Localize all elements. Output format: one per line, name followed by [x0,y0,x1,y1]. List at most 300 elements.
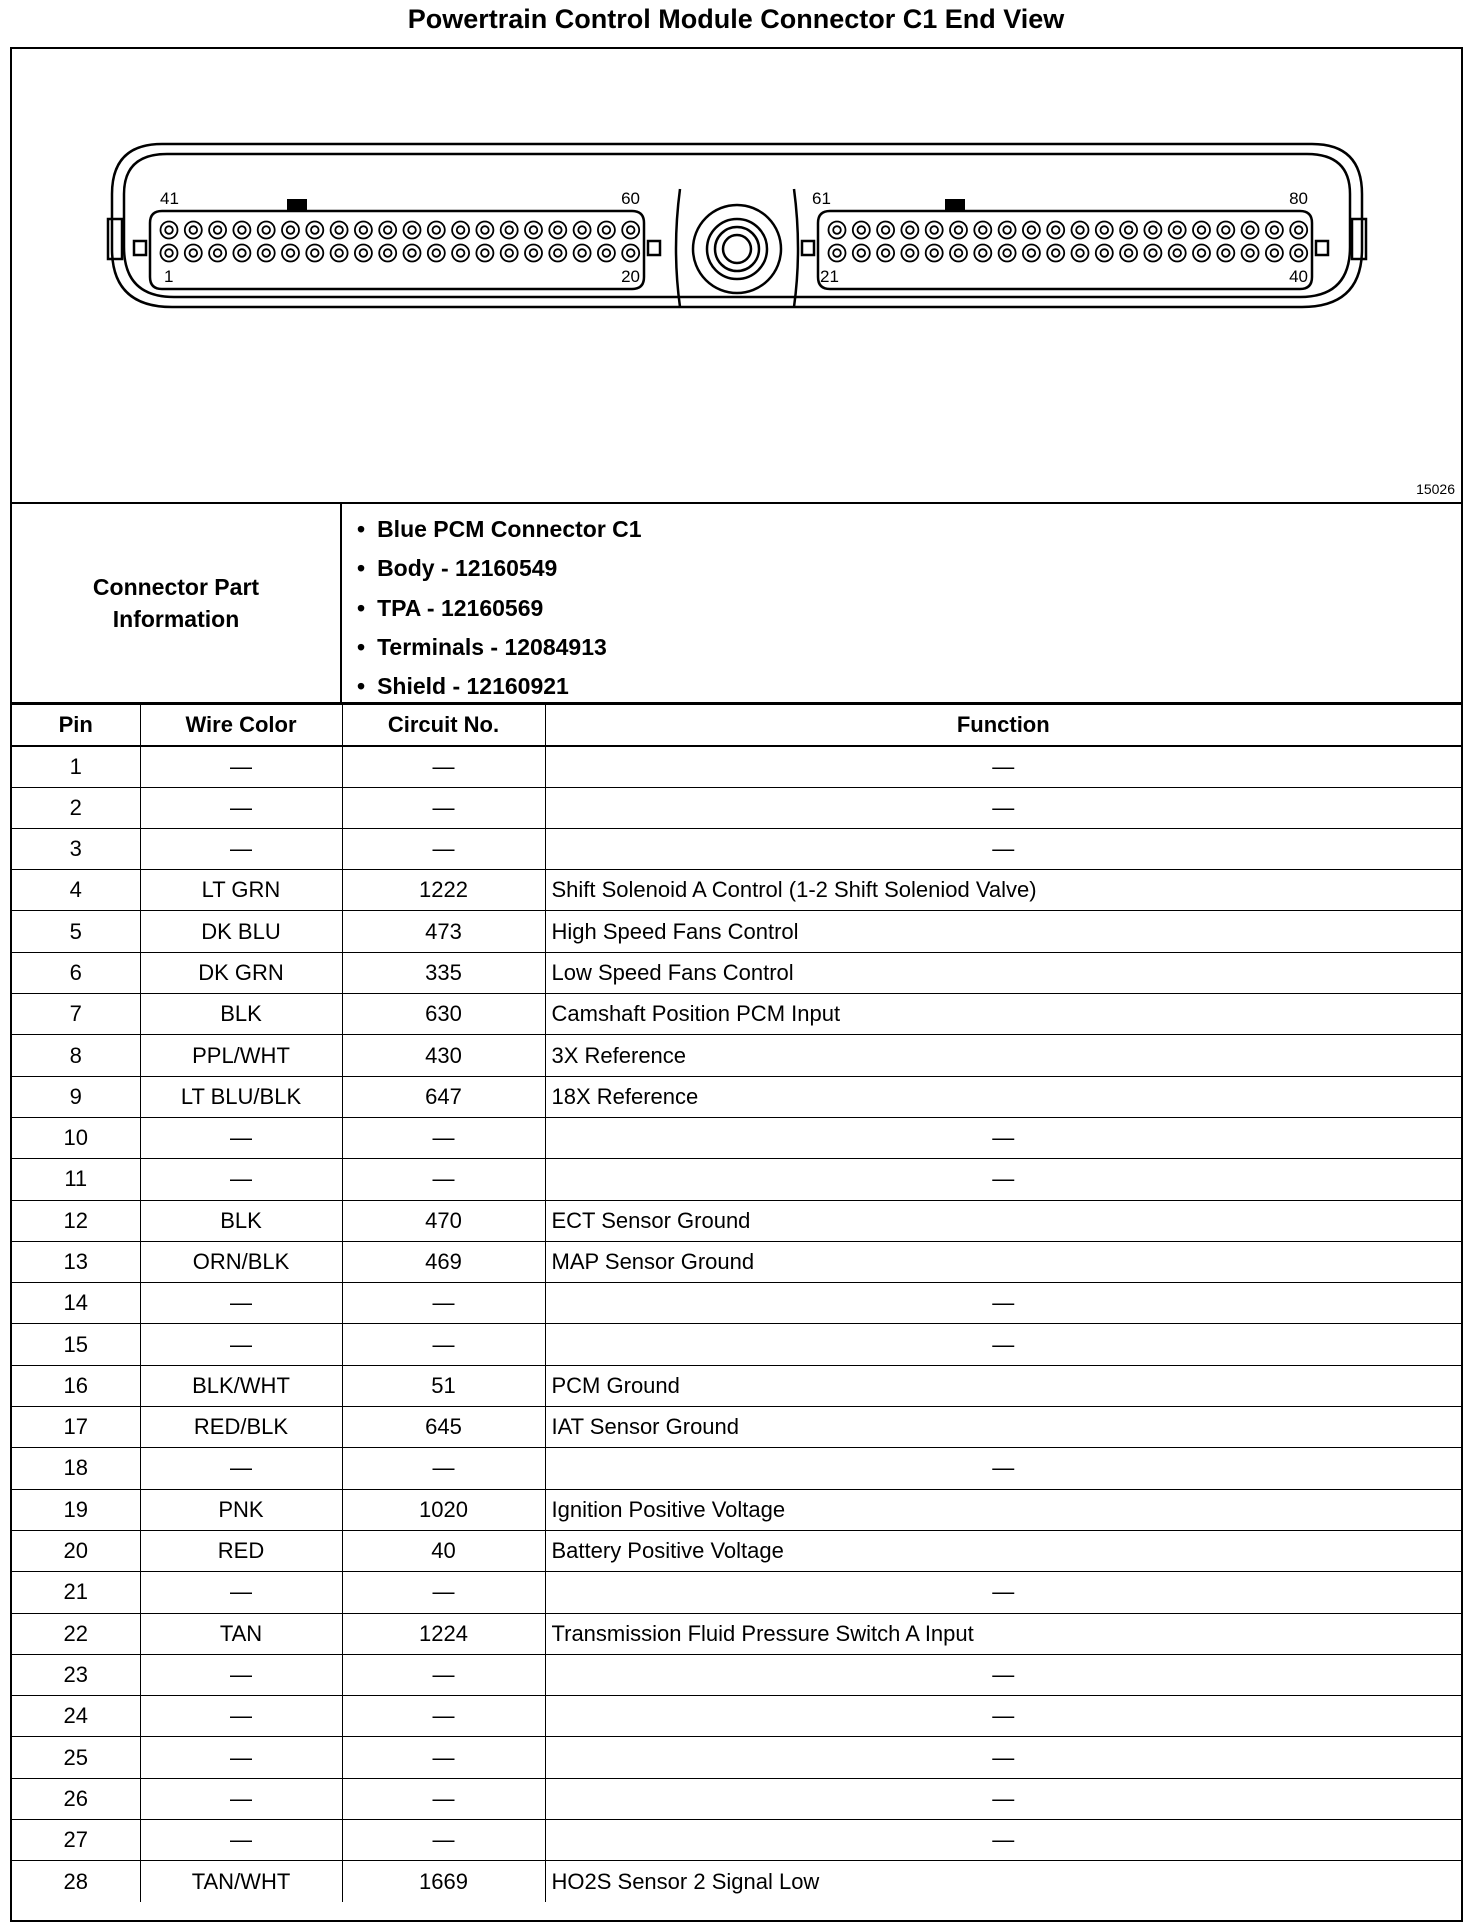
pin-cavity [574,222,591,239]
wire-color-cell: — [140,1117,342,1158]
pin-cavity-inner [1246,226,1254,234]
connector-diagram [12,49,1461,504]
pin-cavity-inner [1076,249,1084,257]
circuit-cell: 645 [342,1407,545,1448]
pin-cell: 23 [12,1654,140,1695]
wire-color-cell: ORN/BLK [140,1241,342,1282]
pin-cell: 3 [12,828,140,869]
circuit-cell: — [342,1283,545,1324]
circuit-cell: 630 [342,994,545,1035]
wire-color-cell: — [140,1283,342,1324]
pin-cavity-inner [214,226,222,234]
pin-cavity [306,222,323,239]
right-block-latch-right [1316,241,1328,255]
pin-cavity [1120,222,1137,239]
table-row [12,1076,1461,1117]
right-ear [1352,219,1366,259]
pin-cavity [525,245,542,262]
pin-cavity [829,222,846,239]
pin-cell: 22 [12,1613,140,1654]
pin-cell: 8 [12,1035,140,1076]
pin-cavity [404,245,421,262]
pin-cavity-inner [627,249,635,257]
pin-cavity [877,245,894,262]
left-block-latch-right [648,241,660,255]
wire-color-cell: DK GRN [140,952,342,993]
pin-cell: 9 [12,1076,140,1117]
pin-label-20: 20 [621,267,640,286]
pin-cavity-inner [833,249,841,257]
pin-cavity [853,245,870,262]
part-info-item: • Shield - 12160921 [357,667,642,706]
function-cell: Camshaft Position PCM Input [545,994,1461,1035]
pin-cavity-inner [1052,249,1060,257]
function-cell: MAP Sensor Ground [545,1241,1461,1282]
function-cell: — [545,746,1461,787]
pin-cavity [501,222,518,239]
pin-cavity [1217,245,1234,262]
function-cell: — [545,1778,1461,1819]
pin-cavity-inner [930,226,938,234]
pin-cavity-inner [457,249,465,257]
table-row [12,1365,1461,1406]
function-cell: — [545,828,1461,869]
circuit-cell: — [342,1696,545,1737]
pin-cavity [1047,222,1064,239]
circuit-cell: 430 [342,1035,545,1076]
document-frame [10,47,1463,1922]
pin-cavity-inner [335,249,343,257]
table-row [12,952,1461,993]
table-row [12,1861,1461,1902]
pin-cavity-inner [530,249,538,257]
pin-cavity-inner [1222,226,1230,234]
wire-color-cell: TAN [140,1613,342,1654]
pin-cavity-inner [906,226,914,234]
function-cell: IAT Sensor Ground [545,1407,1461,1448]
housing-outline [112,144,1362,307]
header-function: Function [545,705,1461,746]
pin-cavity-inner [384,226,392,234]
right-block-latch [802,241,814,255]
pin-cell: 24 [12,1696,140,1737]
pin-cavity [999,245,1016,262]
table-row [12,994,1461,1035]
pin-cavity [598,245,615,262]
pin-cell: 4 [12,870,140,911]
pin-cavity-inner [1173,226,1181,234]
pin-cavity-inner [979,249,987,257]
pin-cavity [161,245,178,262]
function-cell: — [545,1737,1461,1778]
center-bolt-core [723,235,751,263]
function-cell: 3X Reference [545,1035,1461,1076]
pin-cavity [1242,222,1259,239]
pin-cavity-inner [1101,249,1109,257]
pinout-table [12,704,1461,1902]
function-cell: ECT Sensor Ground [545,1200,1461,1241]
wire-color-cell: — [140,1696,342,1737]
pin-cell: 5 [12,911,140,952]
pin-cavity [379,245,396,262]
pin-cavity-inner [979,226,987,234]
pin-cavity-inner [1246,249,1254,257]
circuit-cell: — [342,1737,545,1778]
wire-color-cell: — [140,746,342,787]
wire-color-cell: LT BLU/BLK [140,1076,342,1117]
pin-cavity-inner [1052,226,1060,234]
function-cell: Low Speed Fans Control [545,952,1461,993]
header-wire-color: Wire Color [140,705,342,746]
pin-cavity [950,222,967,239]
pin-cavity [282,222,299,239]
part-info-label-line2: Information [112,606,240,632]
wire-color-cell: — [140,1737,342,1778]
pin-cavity [161,222,178,239]
table-row [12,1820,1461,1861]
pin-cavity-inner [408,226,416,234]
pin-cavity [428,222,445,239]
pin-cavity-inner [214,249,222,257]
part-info-item: • TPA - 12160569 [357,589,642,628]
table-row [12,1159,1461,1200]
pin-cell: 12 [12,1200,140,1241]
pin-cavity-inner [1295,226,1303,234]
pin-cavity [1217,222,1234,239]
right-pin-block [818,211,1312,289]
table-row [12,870,1461,911]
pin-cavity-inner [1028,226,1036,234]
wire-color-cell: — [140,828,342,869]
pin-cavity [404,222,421,239]
pin-cavity [999,222,1016,239]
table-row [12,1572,1461,1613]
pin-cavity-inner [165,249,173,257]
table-row [12,1778,1461,1819]
pin-cavity-inner [530,226,538,234]
pin-cavity-inner [311,226,319,234]
circuit-cell: — [342,828,545,869]
wire-color-cell: — [140,1778,342,1819]
table-row [12,1241,1461,1282]
pin-cavity-inner [882,249,890,257]
pin-cavity-inner [1198,226,1206,234]
pin-cavity-inner [603,226,611,234]
pin-cavity [331,222,348,239]
pin-cell: 27 [12,1820,140,1861]
pin-cavity-inner [287,249,295,257]
pin-cavity-inner [578,226,586,234]
table-row [12,1117,1461,1158]
pin-cavity-inner [433,249,441,257]
pin-cavity-inner [190,249,198,257]
pin-cavity [926,245,943,262]
function-cell: PCM Ground [545,1365,1461,1406]
pin-cavity-inner [554,226,562,234]
pin-cell: 11 [12,1159,140,1200]
pin-cavity [901,245,918,262]
pin-cavity-inner [833,226,841,234]
connector-end-view [12,49,1461,504]
pin-cell: 19 [12,1489,140,1530]
circuit-cell: — [342,1778,545,1819]
function-cell: — [545,1159,1461,1200]
part-info-label [12,504,342,702]
pin-cell: 2 [12,787,140,828]
pin-cavity-inner [1149,226,1157,234]
function-cell: HO2S Sensor 2 Signal Low [545,1861,1461,1902]
pin-cell: 6 [12,952,140,993]
wire-color-cell: — [140,787,342,828]
right-key-mark [945,199,965,212]
function-cell: — [545,787,1461,828]
pin-cavity-inner [1149,249,1157,257]
pin-cavity [901,222,918,239]
pin-cell: 18 [12,1448,140,1489]
wire-color-cell: — [140,1572,342,1613]
pin-cavity-inner [578,249,586,257]
pin-cavity [1242,245,1259,262]
pin-cavity-inner [287,226,295,234]
pin-cavity-inner [858,226,866,234]
pin-cell: 26 [12,1778,140,1819]
pin-cavity-inner [1271,249,1279,257]
pin-cavity [974,222,991,239]
pin-cavity-inner [190,226,198,234]
pin-cell: 25 [12,1737,140,1778]
wire-color-cell: TAN/WHT [140,1861,342,1902]
pin-cavity [574,245,591,262]
function-cell: — [545,1448,1461,1489]
function-cell: Ignition Positive Voltage [545,1489,1461,1530]
pin-cavity [209,222,226,239]
table-header-row [12,705,1461,746]
table-row [12,1448,1461,1489]
pin-cavity-inner [481,226,489,234]
table-row [12,1035,1461,1076]
figure-number: 15026 [1416,481,1455,497]
circuit-cell: — [342,1324,545,1365]
left-block-latch [134,241,146,255]
circuit-cell: — [342,746,545,787]
pin-cavity-inner [858,249,866,257]
pin-cell: 20 [12,1530,140,1571]
pin-cavity [476,245,493,262]
pin-cavity [258,245,275,262]
pin-cavity-inner [360,249,368,257]
function-cell: — [545,1324,1461,1365]
pin-cavity [950,245,967,262]
pin-cavity [233,245,250,262]
pin-cavity [622,245,639,262]
wire-color-cell: PNK [140,1489,342,1530]
pin-cavity [525,222,542,239]
header-circuit-no: Circuit No. [342,705,545,746]
pin-cavity [877,222,894,239]
pin-cell: 7 [12,994,140,1035]
pin-cavity-inner [603,249,611,257]
pin-cavity [926,222,943,239]
wire-color-cell: LT GRN [140,870,342,911]
pin-cavity [1169,222,1186,239]
pin-label-40: 40 [1289,267,1308,286]
pin-cavity [306,245,323,262]
wire-color-cell: BLK [140,994,342,1035]
pin-cavity-inner [457,226,465,234]
pin-cavity-inner [262,249,270,257]
pin-cavity-inner [238,226,246,234]
pin-cavity [452,222,469,239]
pin-cavity-inner [1173,249,1181,257]
pin-cavity [1072,245,1089,262]
pin-cavity [1290,222,1307,239]
page-title: Powertrain Control Module Connector C1 End View [407,4,1065,34]
circuit-cell: 1222 [342,870,545,911]
pin-cavity [282,245,299,262]
table-row [12,1283,1461,1324]
pin-cavity [1144,222,1161,239]
pin-cavity [1144,245,1161,262]
pin-cavity-inner [1125,249,1133,257]
function-cell: — [545,1820,1461,1861]
pin-cavity [1169,245,1186,262]
circuit-cell: — [342,1572,545,1613]
pin-cavity [549,222,566,239]
circuit-cell: — [342,1654,545,1695]
pin-cavity-inner [165,226,173,234]
circuit-cell: 1020 [342,1489,545,1530]
header-pin: Pin [12,705,140,746]
left-ear [108,219,122,259]
function-cell: 18X Reference [545,1076,1461,1117]
pin-cavity [501,245,518,262]
pin-cavity-inner [1101,226,1109,234]
wire-color-cell: BLK/WHT [140,1365,342,1406]
pin-label-21: 21 [820,267,839,286]
wire-color-cell: — [140,1324,342,1365]
part-info-item: • Terminals - 12084913 [357,628,642,667]
connector-part-info [12,504,1461,704]
pin-cavity [185,245,202,262]
table-row [12,1696,1461,1737]
pin-cell: 1 [12,746,140,787]
table-row [12,787,1461,828]
wire-color-cell: — [140,1159,342,1200]
pin-cavity [622,222,639,239]
pin-cavity-inner [1198,249,1206,257]
pin-label-1: 1 [164,267,174,286]
pin-cell: 15 [12,1324,140,1365]
pin-cavity [829,245,846,262]
pin-cavity-inner [311,249,319,257]
wire-color-cell: BLK [140,1200,342,1241]
circuit-cell: 470 [342,1200,545,1241]
pin-cavity-inner [262,226,270,234]
pin-cavity [1023,245,1040,262]
pin-cavity-inner [238,249,246,257]
part-info-label-line1: Connector Part [92,574,260,600]
function-cell: Battery Positive Voltage [545,1530,1461,1571]
circuit-cell: 40 [342,1530,545,1571]
circuit-cell: — [342,1117,545,1158]
pin-cavity-inner [955,226,963,234]
pin-cavity-inner [408,249,416,257]
function-cell: — [545,1283,1461,1324]
pin-cavity [1266,245,1283,262]
pin-cavity-inner [627,226,635,234]
wire-color-cell: PPL/WHT [140,1035,342,1076]
pin-cavity-inner [1222,249,1230,257]
function-cell: Transmission Fluid Pressure Switch A Input [545,1613,1461,1654]
table-row [12,1407,1461,1448]
pin-cavity-inner [360,226,368,234]
circuit-cell: — [342,1448,545,1489]
pin-cavity [452,245,469,262]
table-row [12,1613,1461,1654]
pin-cavity [1072,222,1089,239]
pin-cavity [476,222,493,239]
pin-cell: 13 [12,1241,140,1282]
pin-cavity-inner [1295,249,1303,257]
pin-cell: 14 [12,1283,140,1324]
part-info-item: • Body - 12160549 [357,549,642,588]
pin-cavity [1120,245,1137,262]
pin-cavity-inner [505,249,513,257]
pin-label-80: 80 [1289,189,1308,208]
pin-cavity-inner [505,226,513,234]
pin-cavity-inner [1028,249,1036,257]
pin-cavity [428,245,445,262]
pin-cavity-inner [882,226,890,234]
function-cell: High Speed Fans Control [545,911,1461,952]
pin-cavity [1096,245,1113,262]
pin-cavity-inner [906,249,914,257]
pin-cell: 17 [12,1407,140,1448]
pin-cavity [853,222,870,239]
circuit-cell: 335 [342,952,545,993]
pin-cavity [598,222,615,239]
function-cell: Shift Solenoid A Control (1-2 Shift Soleniod Valve) [545,870,1461,911]
pin-cavity [1023,222,1040,239]
table-row [12,1737,1461,1778]
center-bolt-inner [715,227,759,271]
circuit-cell: 473 [342,911,545,952]
wire-color-cell: — [140,1654,342,1695]
pin-cavity-inner [955,249,963,257]
table-row [12,1489,1461,1530]
pin-cavity-inner [1003,249,1011,257]
function-cell: — [545,1696,1461,1737]
pin-cavity [331,245,348,262]
pin-cavity [258,222,275,239]
pin-cavity-inner [481,249,489,257]
pin-cell: 28 [12,1861,140,1902]
pin-label-41: 41 [160,189,179,208]
table-row [12,1654,1461,1695]
function-cell: — [545,1572,1461,1613]
pin-cavity [1096,222,1113,239]
pin-cavity-inner [554,249,562,257]
pin-cavity [1266,222,1283,239]
wire-color-cell: — [140,1448,342,1489]
part-info-list [357,510,642,706]
pin-cavity [185,222,202,239]
table-row [12,911,1461,952]
pin-cavity [209,245,226,262]
pin-cavity [549,245,566,262]
pin-cavity [1193,245,1210,262]
circuit-cell: 1669 [342,1861,545,1902]
